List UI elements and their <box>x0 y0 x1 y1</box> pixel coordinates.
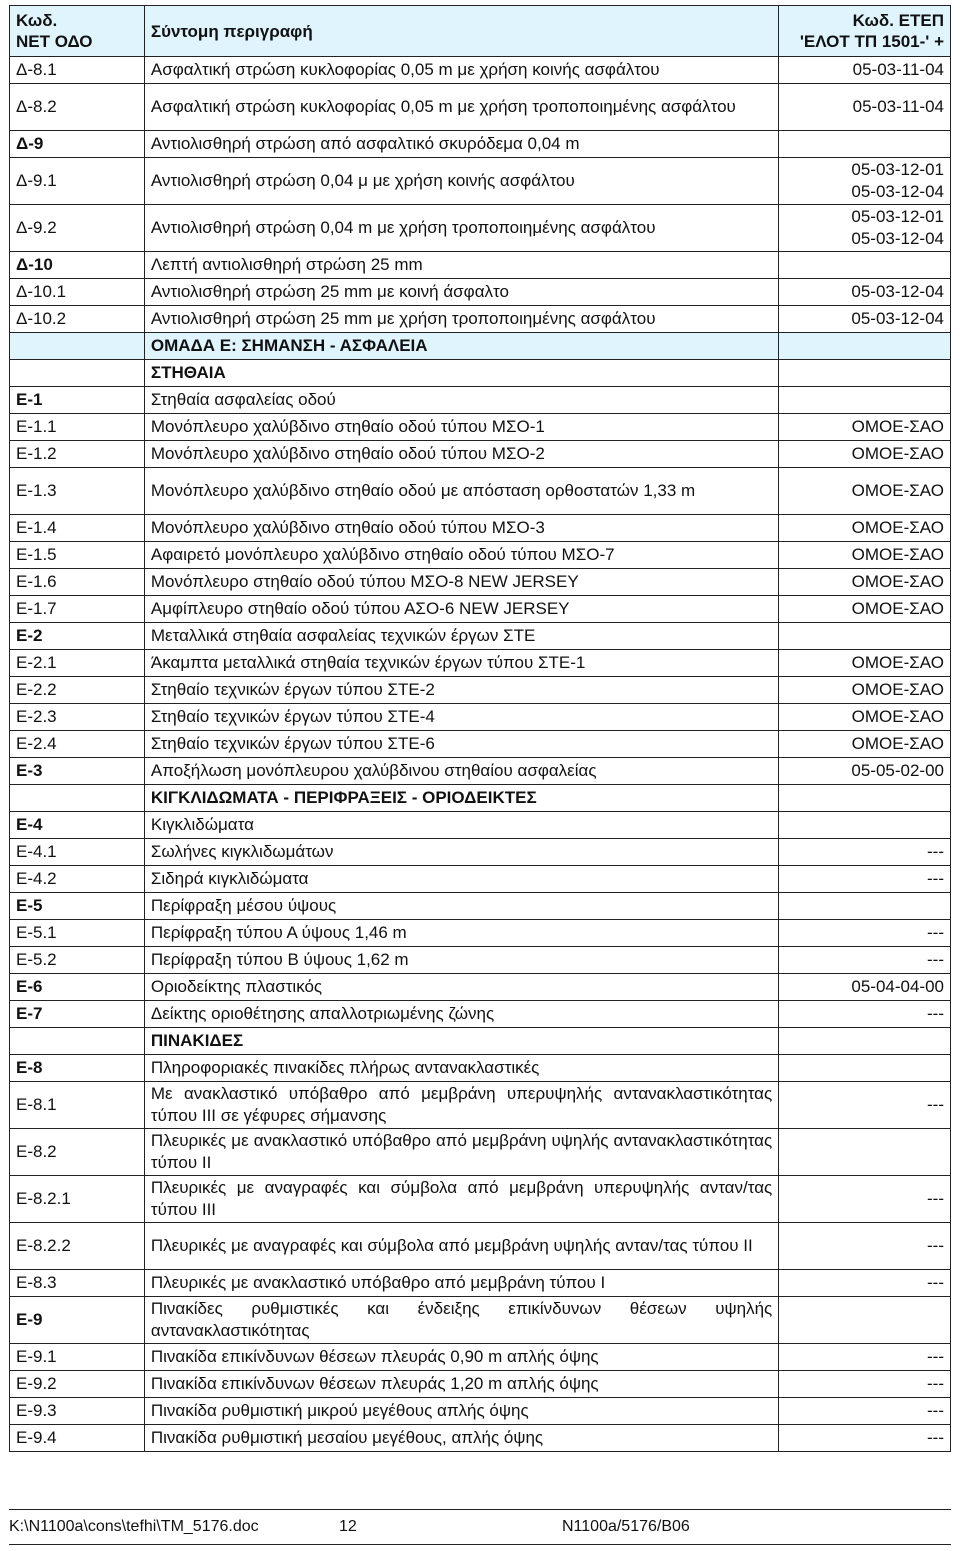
item-code <box>10 360 145 387</box>
item-code: Δ-10 <box>10 252 145 279</box>
item-etep-code: --- <box>779 866 951 893</box>
table-row <box>10 441 951 468</box>
item-code: Ε-1.6 <box>10 569 145 596</box>
item-etep-code: --- <box>779 1082 951 1129</box>
item-code: Δ-8.1 <box>10 57 145 84</box>
item-code: Δ-9 <box>10 131 145 158</box>
header-etep <box>779 6 951 57</box>
item-description: Με ανακλαστικό υπόβαθρο από μεμβράνη υπερυψηλής αντανακλαστικότητας τύπου ΙΙΙ σε γέφυρες σήμανσης <box>144 1082 778 1129</box>
item-etep-code: --- <box>779 1398 951 1425</box>
item-etep-code <box>779 1129 951 1176</box>
item-description: Αντιολισθηρή στρώση από ασφαλτικό σκυρόδεμα 0,04 m <box>144 131 778 158</box>
item-description: Μονόπλευρο χαλύβδινο στηθαίο οδού τύπου ΜΣΟ-2 <box>144 441 778 468</box>
item-etep-code: --- <box>779 1176 951 1223</box>
item-code: Ε-4.1 <box>10 839 145 866</box>
item-code: Ε-4.2 <box>10 866 145 893</box>
item-etep-code <box>779 360 951 387</box>
item-code: Ε-1.7 <box>10 596 145 623</box>
item-etep-code: ΟΜΟΕ-ΣΑΟ <box>779 542 951 569</box>
item-description: Στηθαία ασφαλείας οδού <box>144 387 778 414</box>
item-code: Ε-2.4 <box>10 731 145 758</box>
item-code: Ε-1.2 <box>10 441 145 468</box>
table-row <box>10 158 951 205</box>
item-etep-code <box>779 623 951 650</box>
etep-code-line2: 05-03-12-04 <box>851 182 944 201</box>
item-description: Πινακίδα επικίνδυνων θέσεων πλευράς 1,20 m απλής όψης <box>144 1371 778 1398</box>
table-row <box>10 1129 951 1176</box>
item-code: Ε-8.2 <box>10 1129 145 1176</box>
table-row <box>10 387 951 414</box>
header-code-line2: ΝΕΤ ΟΔΟ <box>16 32 93 51</box>
table-row <box>10 84 951 131</box>
item-description: Άκαμπτα μεταλλικά στηθαία τεχνικών έργων τύπου ΣΤΕ-1 <box>144 650 778 677</box>
etep-code-line1: 05-03-12-01 <box>851 207 944 226</box>
item-code <box>10 333 145 360</box>
item-etep-code <box>779 333 951 360</box>
item-etep-code: ΟΜΟΕ-ΣΑΟ <box>779 441 951 468</box>
item-code: Ε-1.5 <box>10 542 145 569</box>
footer-document-ref: N1100a/5176/B06 <box>562 1518 690 1535</box>
item-code: Δ-10.1 <box>10 279 145 306</box>
item-description: Πινακίδα επικίνδυνων θέσεων πλευράς 0,90 m απλής όψης <box>144 1344 778 1371</box>
item-etep-code <box>779 1297 951 1344</box>
item-code: Ε-5 <box>10 893 145 920</box>
item-code: Ε-8.1 <box>10 1082 145 1129</box>
table-header <box>10 6 951 57</box>
item-code: Ε-1.1 <box>10 414 145 441</box>
item-description: Πλευρικές με αναγραφές και σύμβολα από μεμβράνη υπερυψηλής ανταν/τας τύπου ΙΙΙ <box>144 1176 778 1223</box>
item-description: ΠΙΝΑΚΙΔΕΣ <box>144 1028 778 1055</box>
table-row <box>10 1028 951 1055</box>
item-etep-code: --- <box>779 1344 951 1371</box>
item-description: Πινακίδα ρυθμιστική μικρού μεγέθους απλής όψης <box>144 1398 778 1425</box>
table-row <box>10 252 951 279</box>
item-description: Στηθαίο τεχνικών έργων τύπου ΣΤΕ-4 <box>144 704 778 731</box>
item-etep-code <box>779 205 951 252</box>
header-description: Σύντομη περιγραφή <box>144 6 778 57</box>
table-row <box>10 57 951 84</box>
item-etep-code: 05-03-12-04 <box>779 306 951 333</box>
item-description: Αφαιρετό μονόπλευρο χαλύβδινο στηθαίο οδού τύπου ΜΣΟ-7 <box>144 542 778 569</box>
item-code: Ε-6 <box>10 974 145 1001</box>
item-etep-code: 05-05-02-00 <box>779 758 951 785</box>
item-etep-code <box>779 131 951 158</box>
item-description: Δείκτης οριοθέτησης απαλλοτριωμένης ζώνης <box>144 1001 778 1028</box>
item-description: Αντιολισθηρή στρώση 25 mm με χρήση τροποποιημένης ασφάλτου <box>144 306 778 333</box>
item-etep-code: --- <box>779 920 951 947</box>
item-description: Πλευρικές με αναγραφές και σύμβολα από μεμβράνη υψηλής ανταν/τας τύπου ΙΙ <box>144 1223 778 1270</box>
item-code: Ε-1.3 <box>10 468 145 515</box>
item-description: Σωλήνες κιγκλιδωμάτων <box>144 839 778 866</box>
item-description: Ασφαλτική στρώση κυκλοφορίας 0,05 m με χρήση τροποποιημένης ασφάλτου <box>144 84 778 131</box>
item-etep-code: --- <box>779 1425 951 1452</box>
table-row <box>10 731 951 758</box>
item-etep-code: ΟΜΟΕ-ΣΑΟ <box>779 414 951 441</box>
table-row <box>10 920 951 947</box>
etep-code-line1: 05-03-12-01 <box>851 160 944 179</box>
item-code <box>10 1028 145 1055</box>
item-code: Ε-8 <box>10 1055 145 1082</box>
item-etep-code: ΟΜΟΕ-ΣΑΟ <box>779 468 951 515</box>
item-etep-code: --- <box>779 1223 951 1270</box>
table-row <box>10 839 951 866</box>
item-description: ΣΤΗΘΑΙΑ <box>144 360 778 387</box>
item-etep-code: ΟΜΟΕ-ΣΑΟ <box>779 650 951 677</box>
table-row <box>10 131 951 158</box>
header-code-line1: Κωδ. <box>16 11 58 30</box>
item-code: Ε-1 <box>10 387 145 414</box>
group-heading-row <box>10 333 951 360</box>
item-description: Οριοδείκτης πλαστικός <box>144 974 778 1001</box>
item-description: Μονόπλευρο χαλύβδινο στηθαίο οδού τύπου ΜΣΟ-1 <box>144 414 778 441</box>
item-code: Ε-7 <box>10 1001 145 1028</box>
item-etep-code <box>779 158 951 205</box>
item-etep-code: ΟΜΟΕ-ΣΑΟ <box>779 569 951 596</box>
item-description: Λεπτή αντιολισθηρή στρώση 25 mm <box>144 252 778 279</box>
header-code <box>10 6 145 57</box>
item-description: Πινακίδα ρυθμιστική μεσαίου μεγέθους, απλής όψης <box>144 1425 778 1452</box>
table-row <box>10 1223 951 1270</box>
item-code: Ε-2.3 <box>10 704 145 731</box>
item-etep-code <box>779 1055 951 1082</box>
item-etep-code: 05-03-12-04 <box>779 279 951 306</box>
item-etep-code <box>779 893 951 920</box>
item-etep-code: --- <box>779 839 951 866</box>
header-etep-line2: 'ΕΛΟΤ ΤΠ 1501-' + <box>799 32 944 51</box>
item-code: Ε-2 <box>10 623 145 650</box>
item-description: Πληροφοριακές πινακίδες πλήρως αντανακλαστικές <box>144 1055 778 1082</box>
item-description: Σιδηρά κιγκλιδώματα <box>144 866 778 893</box>
item-description: Αμφίπλευρο στηθαίο οδού τύπου ΑΣΟ-6 NEW JERSEY <box>144 596 778 623</box>
item-etep-code: 05-03-11-04 <box>779 84 951 131</box>
item-etep-code: --- <box>779 1371 951 1398</box>
item-description: Στηθαίο τεχνικών έργων τύπου ΣΤΕ-6 <box>144 731 778 758</box>
table-row <box>10 1425 951 1452</box>
table-row <box>10 306 951 333</box>
table-row <box>10 812 951 839</box>
table-row <box>10 1082 951 1129</box>
item-code <box>10 785 145 812</box>
item-description: Περίφραξη τύπου Β ύψους 1,62 m <box>144 947 778 974</box>
table-row <box>10 542 951 569</box>
item-description: Αποξήλωση μονόπλευρου χαλύβδινου στηθαίου ασφαλείας <box>144 758 778 785</box>
item-description: Περίφραξη μέσου ύψους <box>144 893 778 920</box>
item-code: Ε-2.2 <box>10 677 145 704</box>
table-row <box>10 866 951 893</box>
item-etep-code: ΟΜΟΕ-ΣΑΟ <box>779 677 951 704</box>
item-etep-code: ΟΜΟΕ-ΣΑΟ <box>779 596 951 623</box>
table-row <box>10 785 951 812</box>
table-row <box>10 569 951 596</box>
item-description: Μεταλλικά στηθαία ασφαλείας τεχνικών έργων ΣΤΕ <box>144 623 778 650</box>
table-row <box>10 1297 951 1344</box>
table-row <box>10 893 951 920</box>
item-code: Ε-1.4 <box>10 515 145 542</box>
item-etep-code: ΟΜΟΕ-ΣΑΟ <box>779 731 951 758</box>
table-row <box>10 1371 951 1398</box>
item-code: Δ-8.2 <box>10 84 145 131</box>
item-description: Αντιολισθηρή στρώση 25 mm με κοινή άσφαλτο <box>144 279 778 306</box>
table-row <box>10 758 951 785</box>
table-row <box>10 596 951 623</box>
item-etep-code: --- <box>779 947 951 974</box>
table-row <box>10 515 951 542</box>
item-code: Ε-5.1 <box>10 920 145 947</box>
item-code: Ε-2.1 <box>10 650 145 677</box>
specifications-table <box>9 5 951 1452</box>
item-code: Ε-9.4 <box>10 1425 145 1452</box>
item-code: Ε-8.2.2 <box>10 1223 145 1270</box>
table-row <box>10 947 951 974</box>
item-description: Ασφαλτική στρώση κυκλοφορίας 0,05 m με χρήση κοινής ασφάλτου <box>144 57 778 84</box>
item-description: Πλευρικές με ανακλαστικό υπόβαθρο από μεμβράνη υψηλής αντανακλαστικότητας τύπου ΙΙ <box>144 1129 778 1176</box>
table-row <box>10 704 951 731</box>
item-code: Δ-9.2 <box>10 205 145 252</box>
item-etep-code: 05-03-11-04 <box>779 57 951 84</box>
table-row <box>10 1001 951 1028</box>
item-code: Ε-8.3 <box>10 1270 145 1297</box>
item-etep-code <box>779 1028 951 1055</box>
item-description: Αντιολισθηρή στρώση 0,04 m με χρήση τροποποιημένης ασφάλτου <box>144 205 778 252</box>
item-description: Μονόπλευρο χαλύβδινο στηθαίο οδού τύπου ΜΣΟ-3 <box>144 515 778 542</box>
item-code: Ε-9.2 <box>10 1371 145 1398</box>
item-etep-code <box>779 252 951 279</box>
item-etep-code: 05-04-04-00 <box>779 974 951 1001</box>
item-code: Ε-5.2 <box>10 947 145 974</box>
item-description: Περίφραξη τύπου Α ύψους 1,46 m <box>144 920 778 947</box>
item-description: ΟΜΑΔΑ Ε: ΣΗΜΑΝΣΗ - ΑΣΦΑΛΕΙΑ <box>144 333 778 360</box>
table-body <box>10 57 951 1452</box>
item-description: Πινακίδες ρυθμιστικές και ένδειξης επικίνδυνων θέσεων υψηλής αντανακλαστικότητας <box>144 1297 778 1344</box>
table-row <box>10 650 951 677</box>
item-code: Ε-3 <box>10 758 145 785</box>
page-footer <box>9 1509 951 1545</box>
item-etep-code <box>779 387 951 414</box>
table-row <box>10 1344 951 1371</box>
item-code: Ε-8.2.1 <box>10 1176 145 1223</box>
table-row <box>10 279 951 306</box>
table-row <box>10 677 951 704</box>
item-etep-code: ΟΜΟΕ-ΣΑΟ <box>779 515 951 542</box>
item-etep-code: --- <box>779 1270 951 1297</box>
table-row <box>10 1398 951 1425</box>
item-etep-code <box>779 812 951 839</box>
footer-file-path: K:\N1100a\cons\tefhi\TM_5176.doc <box>9 1518 259 1535</box>
item-etep-code: ΟΜΟΕ-ΣΑΟ <box>779 704 951 731</box>
table-row <box>10 1270 951 1297</box>
table-row <box>10 468 951 515</box>
header-etep-line1: Κωδ. ΕΤΕΠ <box>852 11 944 30</box>
item-description: ΚΙΓΚΛΙΔΩΜΑΤΑ - ΠΕΡΙΦΡΑΞΕΙΣ - ΟΡΙΟΔΕΙΚΤΕΣ <box>144 785 778 812</box>
item-code: Δ-9.1 <box>10 158 145 205</box>
table-row <box>10 623 951 650</box>
table-row <box>10 974 951 1001</box>
footer-page-number: 12 <box>339 1518 357 1535</box>
etep-code-line2: 05-03-12-04 <box>851 229 944 248</box>
table-row <box>10 1055 951 1082</box>
table-row <box>10 414 951 441</box>
table-row <box>10 360 951 387</box>
item-code: Ε-9.1 <box>10 1344 145 1371</box>
item-description: Κιγκλιδώματα <box>144 812 778 839</box>
item-description: Μονόπλευρο στηθαίο οδού τύπου ΜΣΟ-8 NEW JERSEY <box>144 569 778 596</box>
item-description: Αντιολισθηρή στρώση 0,04 μ με χρήση κοινής ασφάλτου <box>144 158 778 205</box>
table-row <box>10 205 951 252</box>
item-description: Στηθαίο τεχνικών έργων τύπου ΣΤΕ-2 <box>144 677 778 704</box>
item-code: Ε-9.3 <box>10 1398 145 1425</box>
item-code: Ε-4 <box>10 812 145 839</box>
item-code: Ε-9 <box>10 1297 145 1344</box>
item-code: Δ-10.2 <box>10 306 145 333</box>
item-description: Πλευρικές με ανακλαστικό υπόβαθρο από μεμβράνη τύπου Ι <box>144 1270 778 1297</box>
item-etep-code <box>779 785 951 812</box>
item-etep-code: --- <box>779 1001 951 1028</box>
table-row <box>10 1176 951 1223</box>
item-description: Μονόπλευρο χαλύβδινο στηθαίο οδού με απόσταση ορθοστατών 1,33 m <box>144 468 778 515</box>
